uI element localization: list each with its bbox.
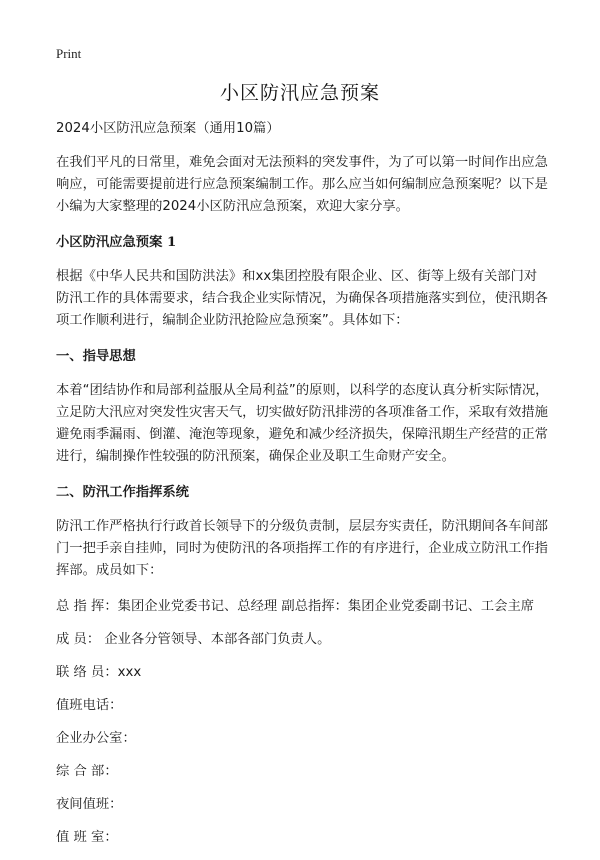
document-subtitle: 2024小区防汛应急预案（通用10篇） — [56, 121, 280, 136]
section-intro-paragraph: 根据《中华人民共和国防洪法》和xx集团控股有限企业、区、街等上级有关部门对防汛工作的具体需要求，结合我企业实际情况，为确保各项措施落实到位，使汛期各项工作顺利进行，编制企业防汛抢险应急预案”。具体如下： — [56, 269, 548, 328]
command-system-paragraph: 防汛工作严格执行行政首长领导下的分级负责制，层层夯实责任，防汛期间各车间部门一把手亲自挂帅，同时为使防汛的各项指挥工作的有序进行，企业成立防汛工作指挥部。成员如下： — [56, 519, 548, 578]
duty-phone-line: 值班电话： — [56, 698, 123, 713]
print-link[interactable]: Print — [56, 46, 82, 61]
intro-paragraph: 在我们平凡的日常里，难免会面对无法预料的突发事件，为了可以第一时间作出应急响应，可能需要提前进行应急预案编制工作。那么应当如何编制应急预案呢？以下是小编为大家整理的2024小区防汛应急预案，欢迎大家分享。 — [56, 155, 548, 214]
heading-command-system: 二、防汛工作指挥系统 — [56, 485, 189, 500]
general-dept-line: 综 合 部： — [56, 764, 118, 779]
page-title: 小区防汛应急预案 — [219, 82, 380, 104]
duty-room-line: 值 班 室： — [56, 830, 118, 845]
contact-line: 联 络 员：xxx — [56, 665, 142, 680]
heading-guiding-ideology: 一、指导思想 — [56, 349, 136, 364]
commander-line: 总 指 挥：集团企业党委书记、总经理 副总指挥：集团企业党委副书记、工会主席 — [56, 599, 535, 614]
document-body — [56, 118, 550, 860]
section-title: 小区防汛应急预案 1 — [56, 235, 177, 250]
members-line: 成 员： 企业各分管领导、本部各部门负责人。 — [56, 632, 331, 647]
office-line: 企业办公室： — [56, 731, 136, 746]
guiding-ideology-paragraph: 本着“团结协作和局部利益服从全局利益”的原则，以科学的态度认真分析实际情况，立足防大汛应对突发性灾害天气，切实做好防汛排涝的各项准备工作，采取有效措施避免雨季漏雨、倒灌、淹泡等现象，避免和减少经济损失，保障汛期生产经营的正常进行，编制操作性较强的防汛预案，确保企业及职工生命财产安全。 — [56, 383, 549, 464]
night-duty-line: 夜间值班： — [56, 797, 123, 812]
